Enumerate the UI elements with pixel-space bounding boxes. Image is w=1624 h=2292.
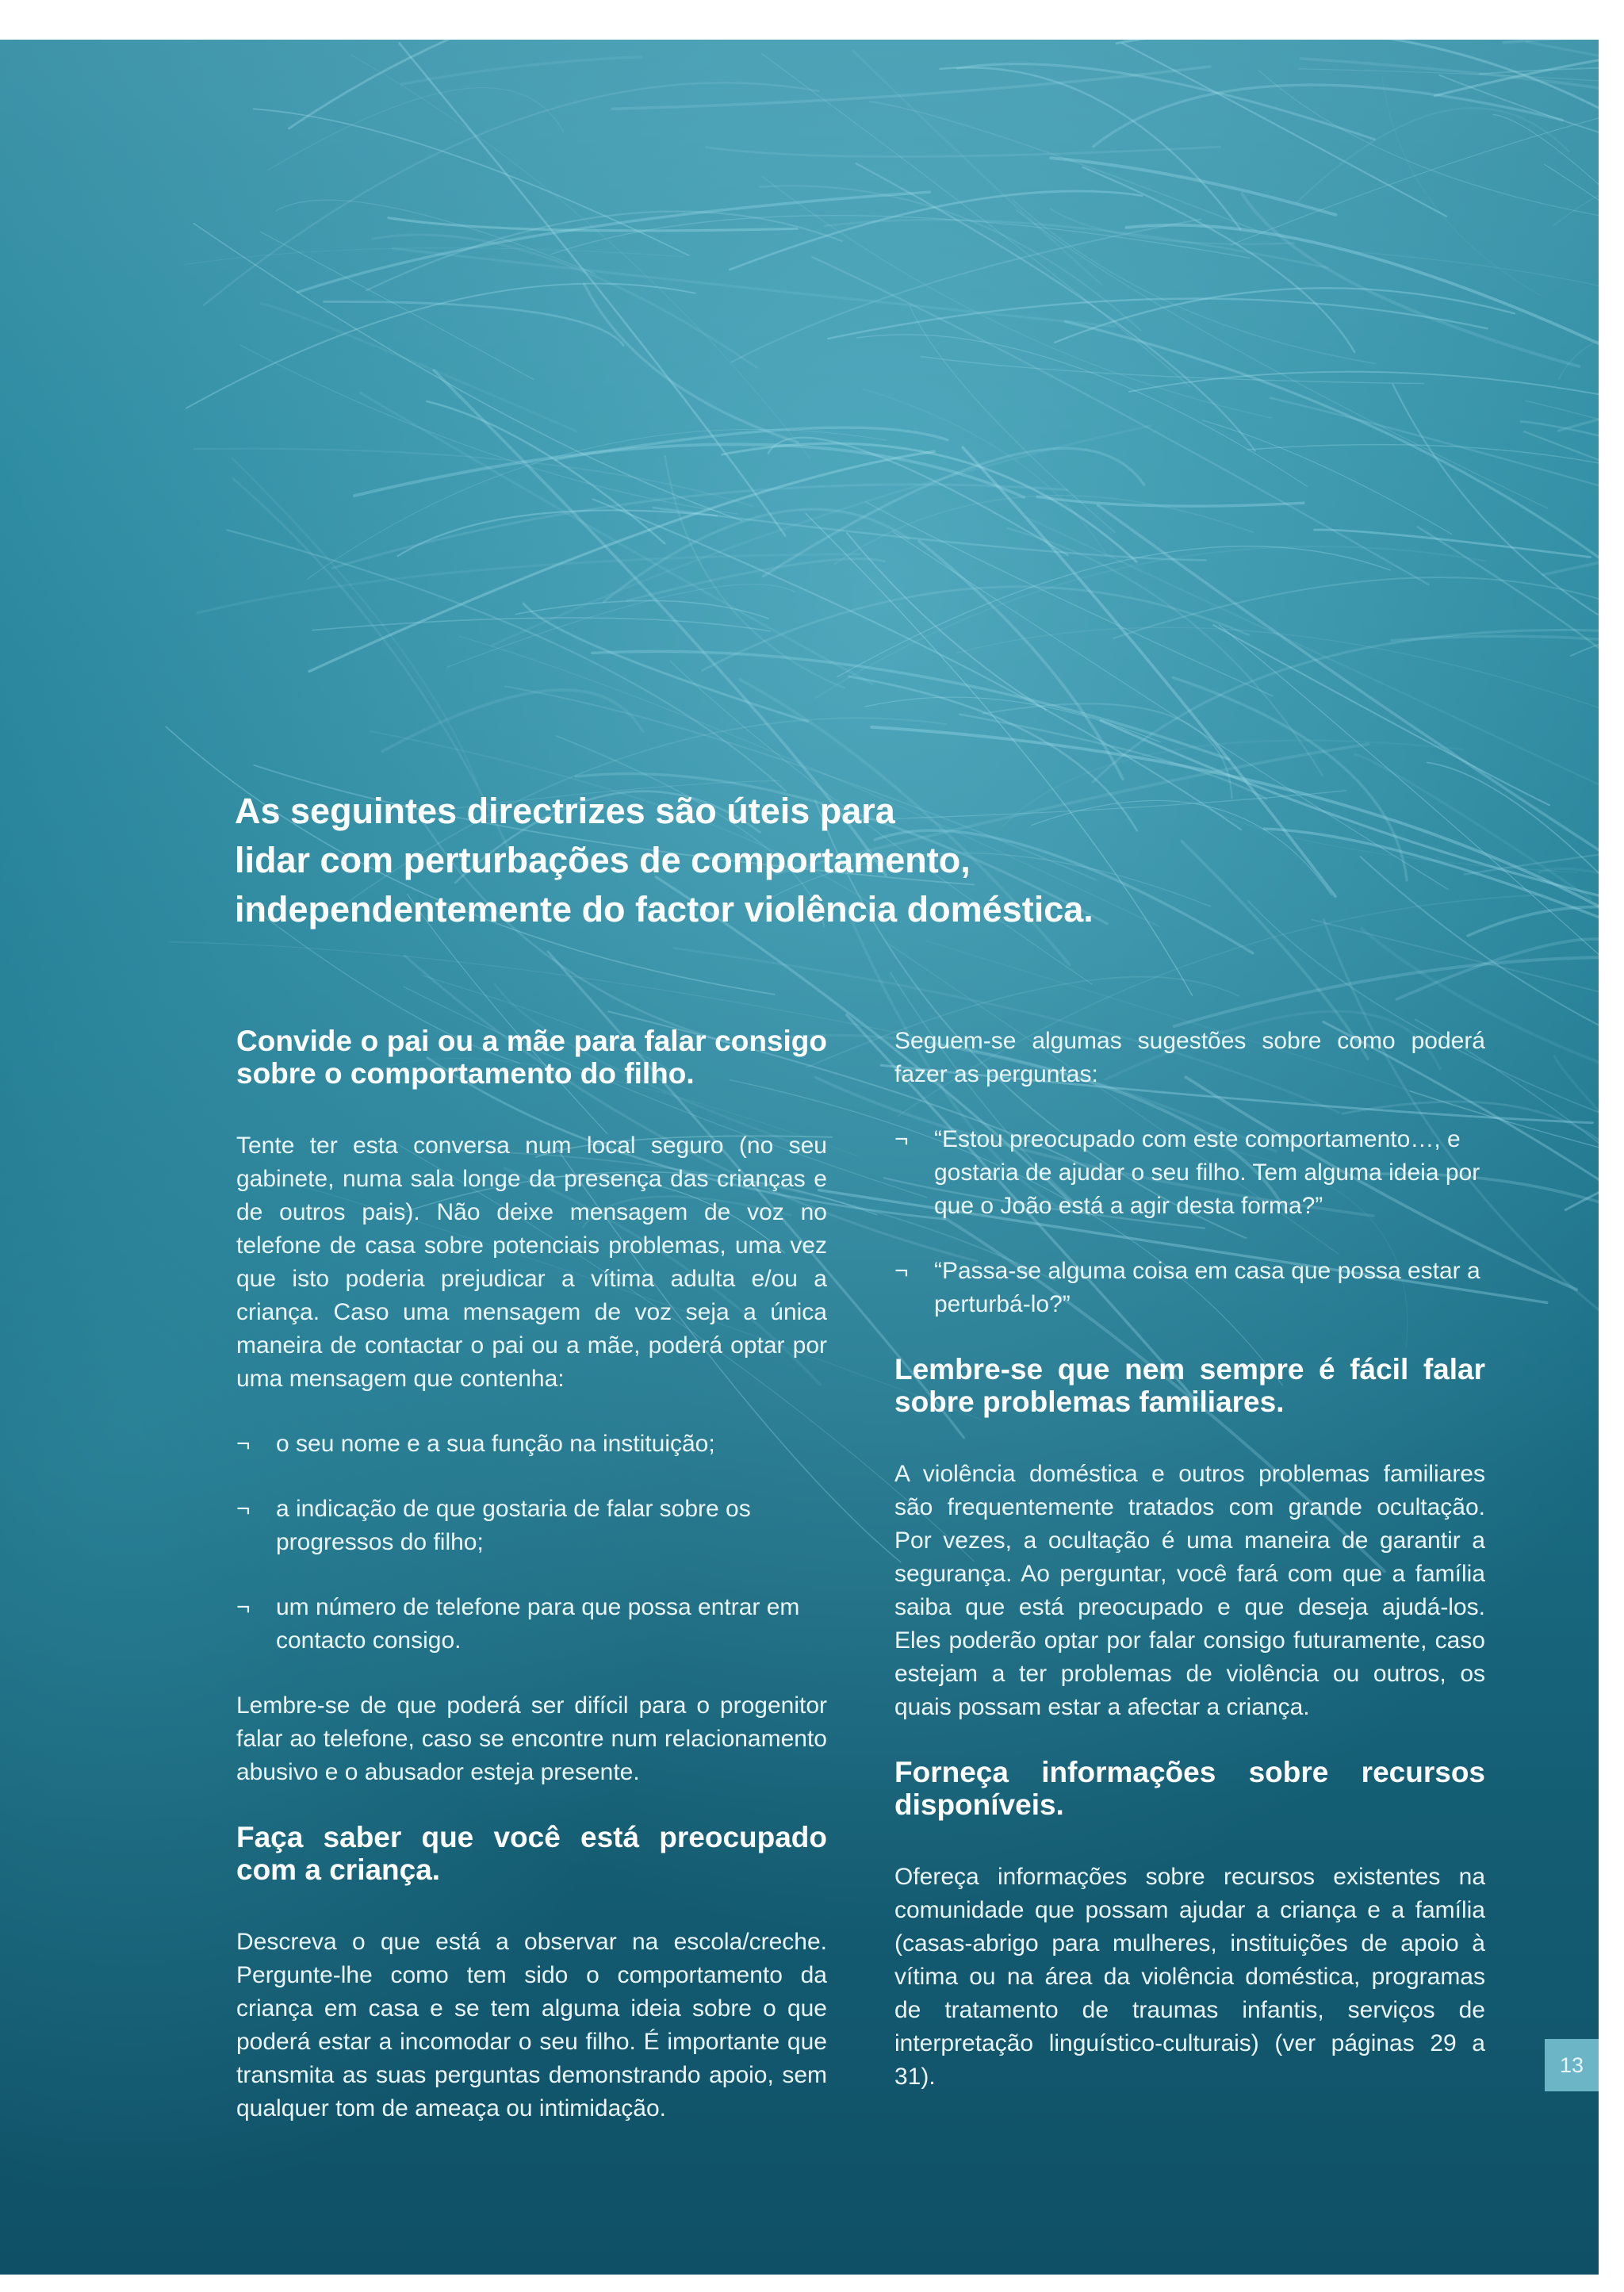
suggested-questions-list	[894, 1123, 1485, 1321]
paragraph-question-suggestions: Seguem-se algumas sugestões sobre como poderá fazer as perguntas:	[894, 1028, 1485, 1087]
headline-line-3: independentemente do factor violência doméstica.	[235, 889, 1094, 929]
page-number-tab: 13	[1545, 2039, 1599, 2091]
section-heading-show-concern: Faça saber que você está preocupado com a criança.	[236, 1821, 827, 1886]
list-item-text: o seu nome e a sua função na instituição;	[276, 1431, 715, 1457]
bullet-glyph: ¬	[894, 1126, 909, 1152]
list-item-text: um número de telefone para que possa entrar em contacto consigo.	[276, 1594, 800, 1654]
paragraph-resources: Ofereça informações sobre recursos existentes na comunidade que possam ajudar a criança e a família (casas-abrigo para mulheres, instituições de apoio à vítima ou na área da violência doméstica, programas de tratamento de traumas infantis, serviços de interpretação linguístico-culturais) (ver páginas 29 a 31).	[894, 1864, 1485, 2090]
page-headline	[235, 787, 1345, 934]
section-heading-invite-parent: Convide o pai ou a mãe para falar consigo sobre o comportamento do filho.	[236, 1025, 827, 1090]
paragraph-describe-observations: Descreva o que está a observar na escola/creche. Pergunte-lhe como tem sido o comportamento da criança em casa e se tem alguma ideia sobre o que poderá estar a incomodar o seu filho. É importante que transmita as suas perguntas demonstrando apoio, sem qualquer tom de ameaça ou intimidação.	[236, 1929, 827, 2121]
list-item-text: “Estou preocupado com este comportamento…, e gostaria de ajudar o seu filho. Tem alguma ideia por que o João está a agir desta forma?”	[934, 1126, 1480, 1219]
bullet-glyph: ¬	[236, 1431, 251, 1457]
bullet-glyph: ¬	[236, 1496, 251, 1522]
list-item-text: a indicação de que gostaria de falar sobre os progressos do filho;	[276, 1496, 751, 1555]
bullet-glyph: ¬	[236, 1594, 251, 1620]
list-item	[236, 1493, 827, 1559]
right-column	[894, 1025, 1485, 2125]
section-heading-resources: Forneça informações sobre recursos disponíveis.	[894, 1756, 1485, 1821]
message-contents-list	[236, 1428, 827, 1658]
paragraph-phone-difficulty: Lembre-se de que poderá ser difícil para o progenitor falar ao telefone, caso se encontre num relacionamento abusivo e o abusador esteja presente.	[236, 1692, 827, 1785]
headline-line-2: lidar com perturbações de comportamento,	[235, 840, 971, 880]
headline-line-1: As seguintes directrizes são úteis para	[235, 791, 895, 831]
list-item-text: “Passa-se alguma coisa em casa que possa estar a perturbá-lo?”	[934, 1258, 1480, 1317]
list-item	[236, 1591, 827, 1658]
paragraph-safe-conversation: Tente ter esta conversa num local seguro (no seu gabinete, numa sala longe da presença das crianças e de outros pais). Não deixe mensagem de voz no telefone de casa sobre potenciais problemas, uma vez que isto poderia prejudicar a vítima adulta e/ou a criança. Caso uma mensagem de voz seja a única maneira de contactar o pai ou a mãe, poderá optar por uma mensagem que contenha:	[236, 1133, 827, 1392]
section-heading-not-easy: Lembre-se que nem sempre é fácil falar sobre problemas familiares.	[894, 1353, 1485, 1418]
bullet-glyph: ¬	[894, 1258, 909, 1284]
list-item	[894, 1255, 1485, 1321]
list-item	[894, 1123, 1485, 1223]
list-item	[236, 1428, 827, 1461]
paragraph-concealment: A violência doméstica e outros problemas familiares são frequentemente tratados com grande ocultação. Por vezes, a ocultação é uma maneira de garantir a segurança. Ao perguntar, você fará com que a família saiba que está preocupado e que deseja ajudá-los. Eles poderão optar por falar consigo futuramente, caso estejam a ter problemas de violência ou outros, os quais possam estar a afectar a criança.	[894, 1461, 1485, 1720]
left-column	[236, 1025, 827, 2157]
